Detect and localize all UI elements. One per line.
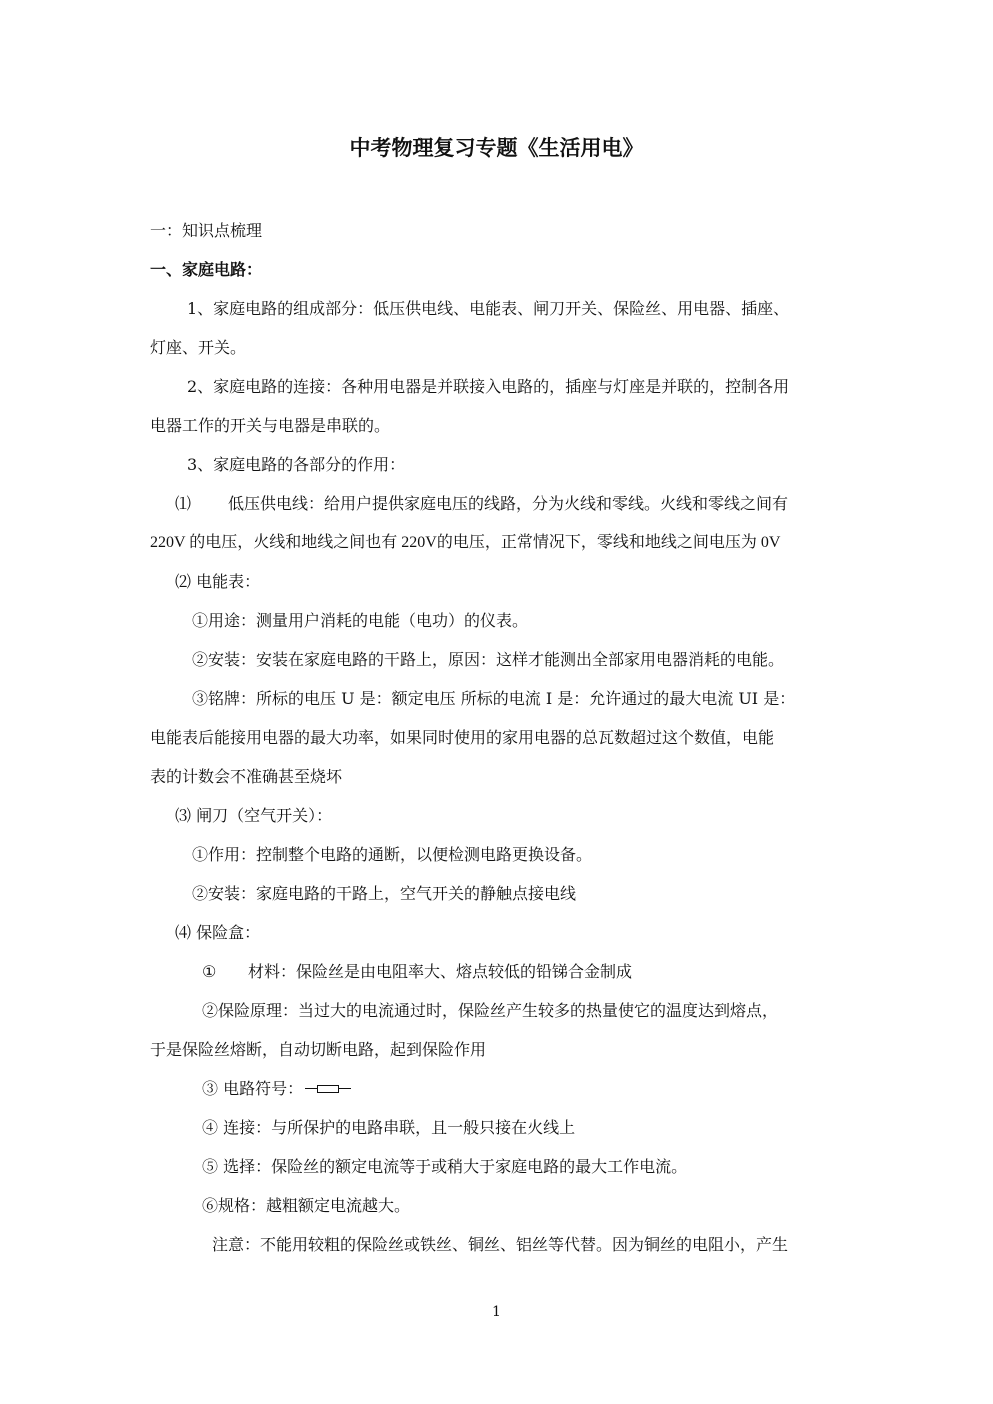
page-number: 1 — [492, 1304, 501, 1320]
paragraph-line: 2、家庭电路的连接：各种用电器是并联接入电路的，插座与灯座是并联的，控制各用 — [187, 377, 790, 396]
paragraph-line: 3、家庭电路的各部分的作用： — [187, 455, 406, 474]
paragraph-line: ④ 连接：与所保护的电路串联，且一般只接在火线上 — [202, 1118, 576, 1137]
paragraph-line: ②安装：家庭电路的干路上，空气开关的静触点接电线 — [192, 884, 577, 903]
list-heading: ⑶ 闸刀（空气开关）： — [175, 806, 333, 825]
subsection-heading: 一、家庭电路： — [150, 260, 263, 279]
list-heading: ⑷ 保险盒： — [175, 923, 261, 942]
list-number: ⑴ — [175, 494, 192, 513]
paragraph-line: ②保险原理：当过大的电流通过时，保险丝产生较多的热量使它的温度达到熔点， — [202, 1001, 779, 1020]
paragraph-line: 低压供电线：给用户提供家庭电压的线路，分为火线和零线。火线和零线之间有 — [228, 494, 789, 513]
paragraph-line: 表的计数会不准确甚至烧坏 — [150, 767, 343, 786]
paragraph-line: ①用途：测量用户消耗的电能（电功）的仪表。 — [192, 611, 529, 630]
paragraph-line: 于是保险丝熔断，自动切断电路，起到保险作用 — [150, 1040, 487, 1059]
page-title: 中考物理复习专题《生活用电》 — [349, 135, 644, 160]
paragraph-line: ③铭牌：所标的电压 U 是：额定电压 所标的电流 I 是：允许通过的最大电流 UI 是： — [192, 689, 796, 708]
section-heading: 一：知识点梳理 — [150, 221, 263, 240]
paragraph-line: 电能表后能接用电器的最大功率，如果同时使用的家用电器的总瓦数超过这个数值，电能 — [150, 728, 775, 747]
fuse-symbol-icon — [305, 1082, 351, 1096]
paragraph-line: 材料：保险丝是由电阻率大、熔点较低的铅锑合金制成 — [248, 962, 633, 981]
paragraph-line: ①作用：控制整个电路的通断，以便检测电路更换设备。 — [192, 845, 593, 864]
fuse-symbol-line — [202, 1078, 351, 1100]
paragraph-line: 220V 的电压，火线和地线之间也有 220V的电压，正常情况下，零线和地线之间电压为 0V — [150, 534, 781, 551]
list-number: ① — [202, 962, 217, 981]
fuse-symbol-label: ③ 电路符号： — [202, 1079, 304, 1098]
paragraph-line: 1、家庭电路的组成部分：低压供电线、电能表、闸刀开关、保险丝、用电器、插座、 — [187, 299, 790, 318]
paragraph-line: ②安装：安装在家庭电路的干路上，原因：这样才能测出全部家用电器消耗的电能。 — [192, 650, 785, 669]
paragraph-line: 电器工作的开关与电器是串联的。 — [150, 416, 391, 435]
paragraph-line: ⑤ 选择：保险丝的额定电流等于或稍大于家庭电路的最大工作电流。 — [202, 1157, 688, 1176]
paragraph-line: ⑥规格：越粗额定电流越大。 — [202, 1196, 411, 1215]
paragraph-line: 注意：不能用较粗的保险丝或铁丝、铜丝、铝丝等代替。因为铜丝的电阻小，产生 — [212, 1235, 789, 1254]
list-heading: ⑵ 电能表： — [175, 572, 261, 591]
paragraph-line: 灯座、开关。 — [150, 338, 247, 357]
